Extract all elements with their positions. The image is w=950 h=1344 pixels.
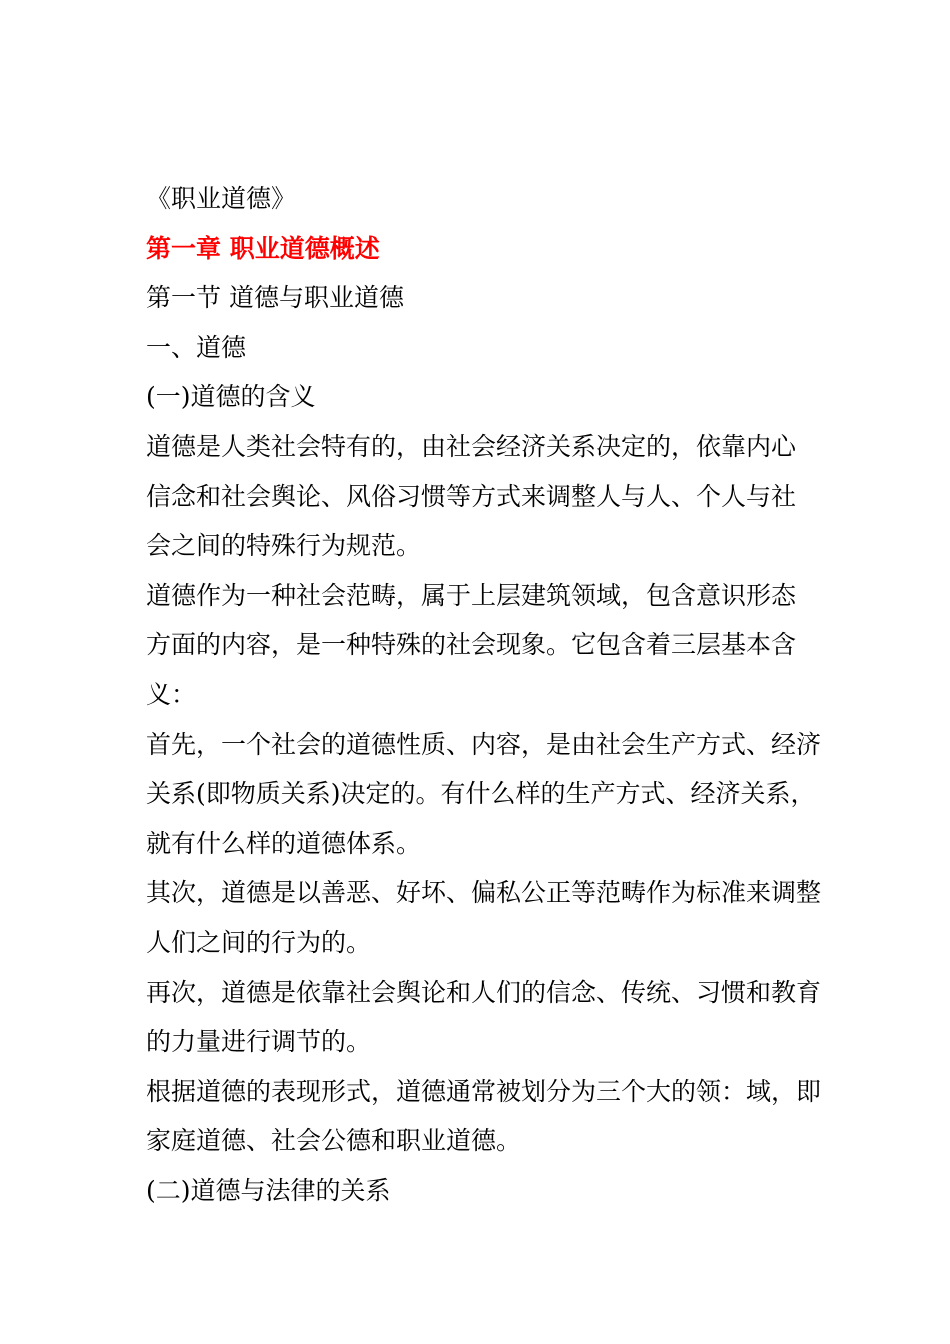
chapter-title: 第一章 职业道德概述 <box>146 233 380 263</box>
paragraph-social-category <box>146 571 810 720</box>
paragraph-line: 其次，道德是以善恶、好坏、偏私公正等范畴作为标准来调整 <box>146 878 822 908</box>
paragraph-line: 的力量进行调节的。 <box>146 1027 372 1057</box>
heading-dao-de: 一、道德 <box>146 332 247 362</box>
book-title: 《职业道德》 <box>146 184 297 213</box>
paragraph-line: 义： <box>146 679 197 709</box>
paragraph-line: 方面的内容，是一种特殊的社会现象。它包含着三层基本含 <box>146 630 797 660</box>
paragraph-line: 道德作为一种社会范畴，属于上层建筑领域，包含意识形态 <box>146 580 797 610</box>
paragraph-line: 就有什么样的道德体系。 <box>146 828 422 858</box>
paragraph-line: 家庭道德、社会公德和职业道德。 <box>146 1126 522 1156</box>
paragraph-line: 信念和社会舆论、风俗习惯等方式来调整人与人、个人与社 <box>146 481 797 511</box>
paragraph-second <box>146 868 822 967</box>
paragraph-line: 关系(即物质关系)决定的。有什么样的生产方式、经济关系， <box>146 779 816 809</box>
paragraph-line: 再次，道德是依靠社会舆论和人们的信念、传统、习惯和教育 <box>146 977 822 1007</box>
section-title: 第一节 道德与职业道德 <box>146 283 404 313</box>
paragraph-third <box>146 968 822 1067</box>
paragraph-classification <box>146 1067 822 1166</box>
paragraph-line: 人们之间的行为的。 <box>146 927 372 957</box>
paragraph-line: 会之间的特殊行为规范。 <box>146 531 422 561</box>
paragraph-first <box>146 720 822 869</box>
subheading-definition: (一)道德的含义 <box>146 382 316 412</box>
document-page <box>146 174 822 1215</box>
paragraph-line: 首先，一个社会的道德性质、内容，是由社会生产方式、经济 <box>146 729 822 759</box>
paragraph-line: 根据道德的表现形式，道德通常被划分为三个大的领：域，即 <box>146 1076 822 1106</box>
paragraph-line: 道德是人类社会特有的，由社会经济关系决定的，依靠内心 <box>146 431 797 461</box>
subheading-law-relation: (二)道德与法律的关系 <box>146 1175 391 1205</box>
paragraph-definition <box>146 422 810 571</box>
